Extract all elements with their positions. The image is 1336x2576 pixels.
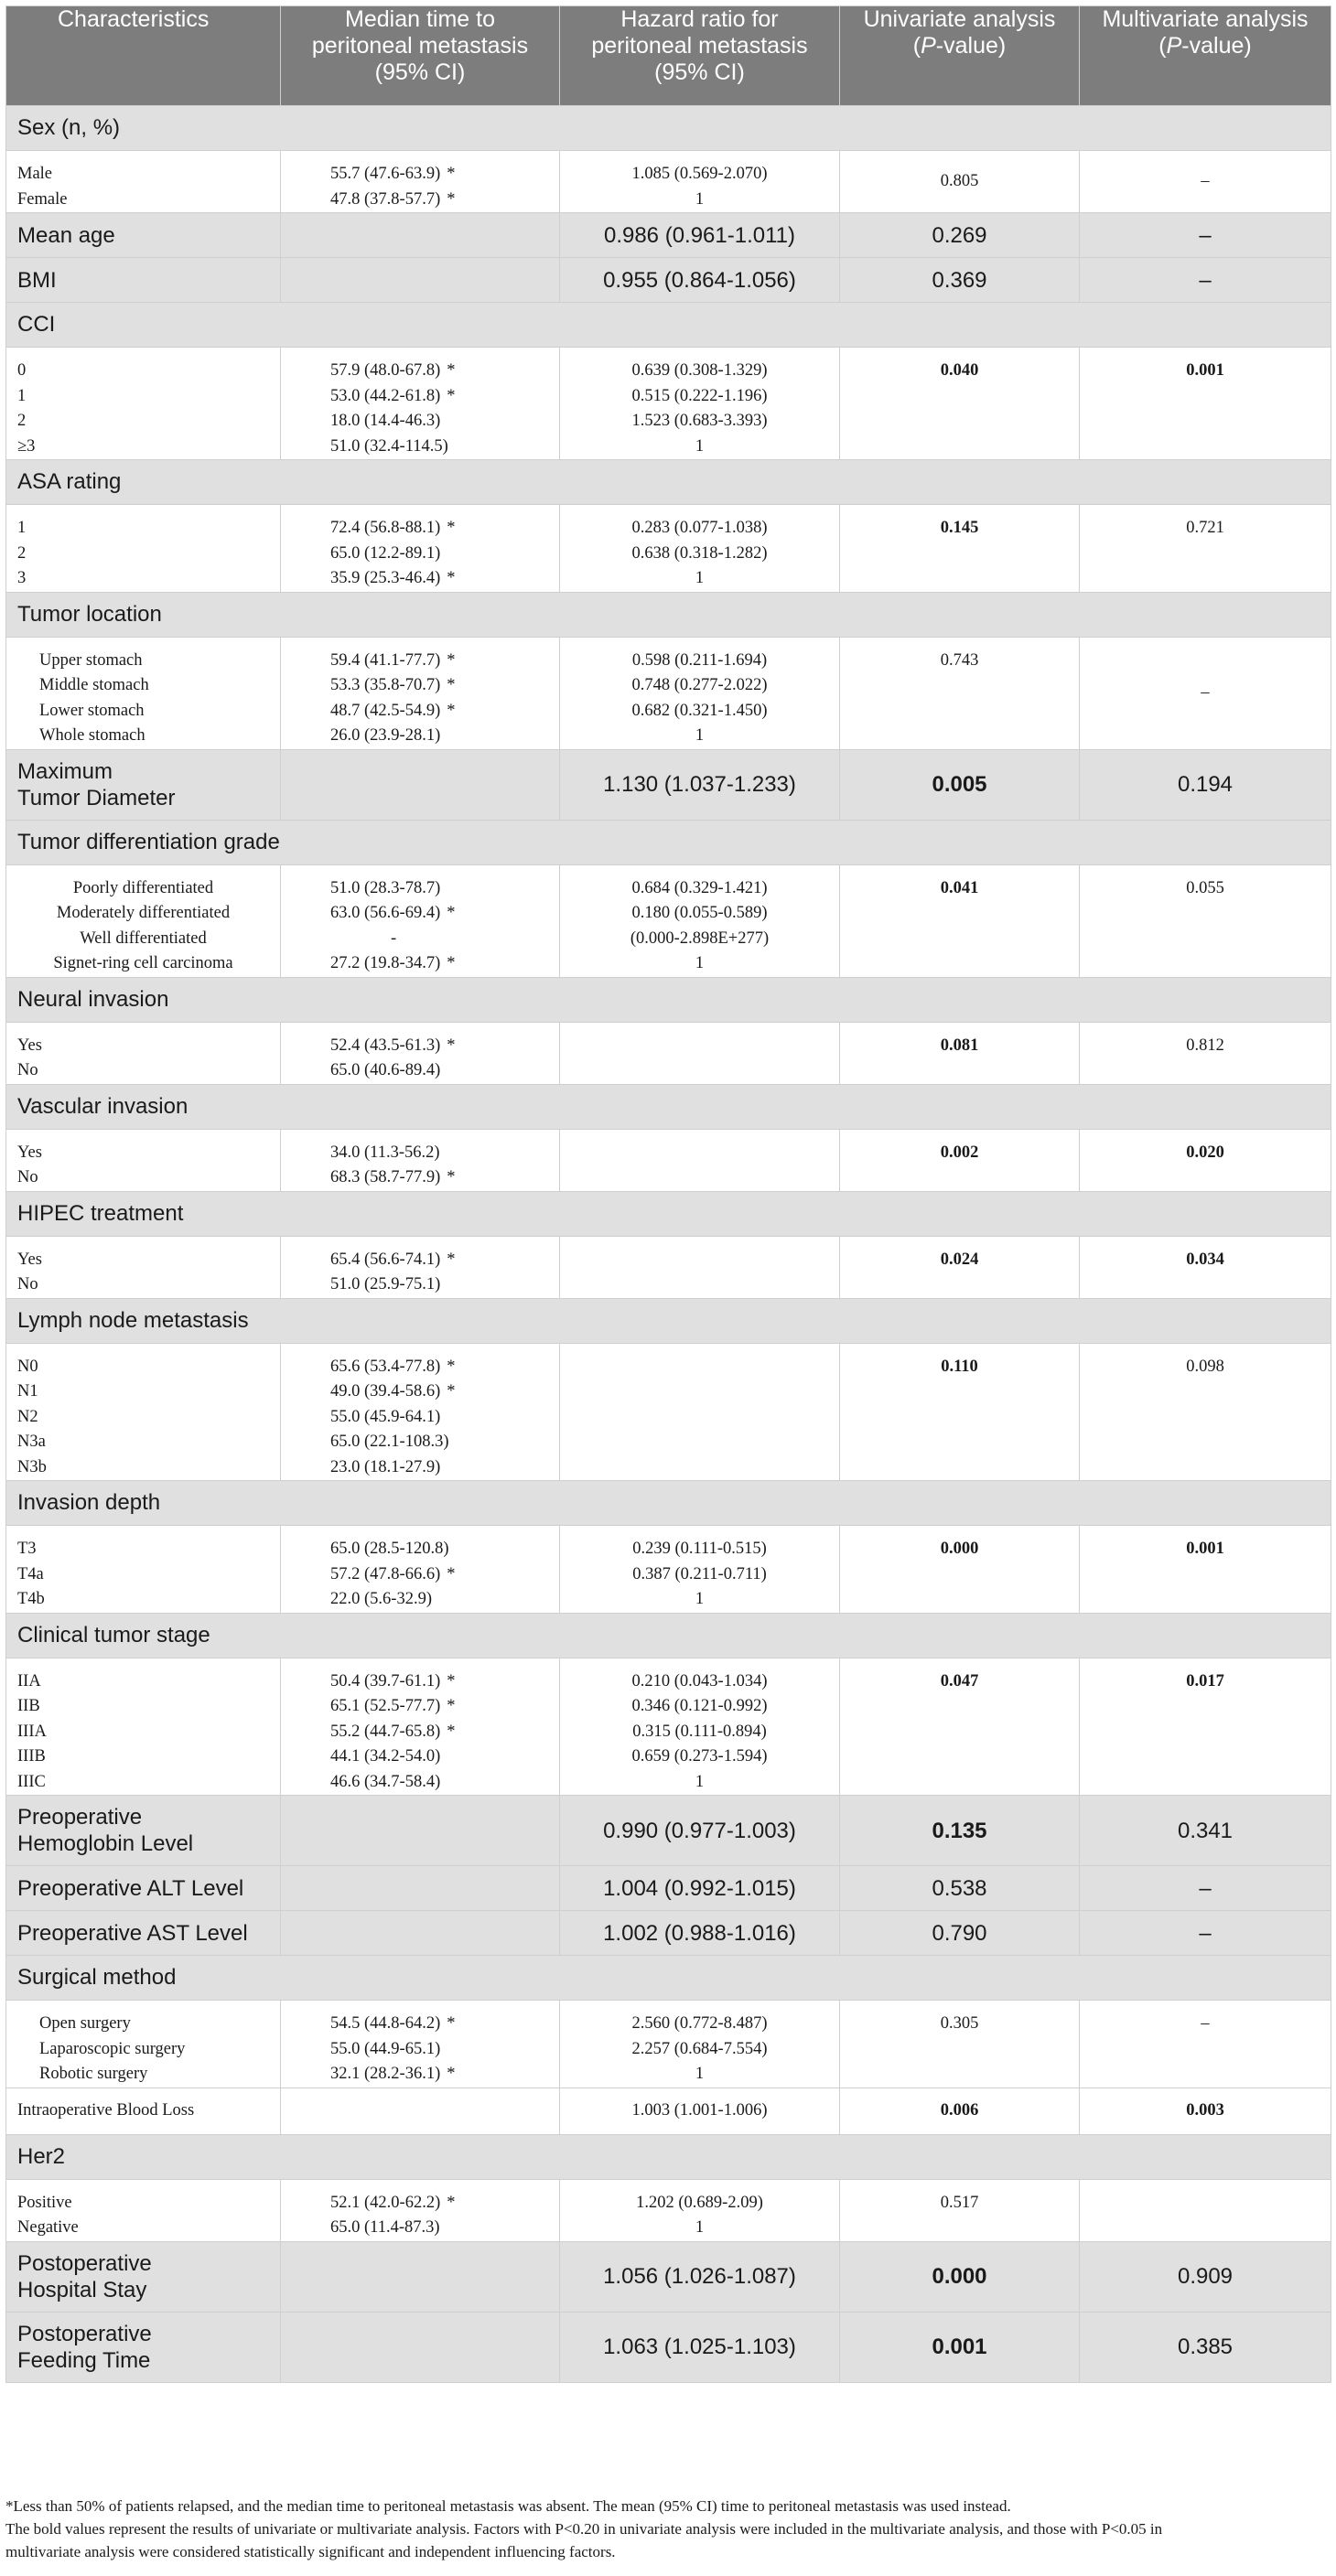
section-sex: Sex (n, %) [6,106,1331,151]
header-median-time: Median time to peritoneal metastasis (95% CI) [281,6,560,106]
header-characteristics: Characteristics [6,6,281,106]
group-invasion-depth: T3 T4a T4b 65.0 (28.5-120.8) 57.2 (47.8-66.6) * 22.0 (5.6-32.9) 0.239 (0.111-0.515) 0.387 (0.211-0.711) 1 0.000 0.001 [6,1526,1331,1614]
group-cci: 0 1 2 ≥3 57.9 (48.0-67.8) * 53.0 (44.2-61.8) * 18.0 (14.4-46.3) 51.0 (32.4-114.5) 0.639 (0.308-1.329) 0.515 (0.222-1.196) 1.523 (0.683-3.393) 1 0.040 0.001 [6,348,1331,460]
footnote-bold-values: The bold values represent the results of univariate or multivariate analysis. Factors with P<0.20 in univariate analysis were included in the multivariate analysis, and those with P<0.05 in [5,2520,1163,2538]
row-bmi: BMI 0.955 (0.864-1.056) 0.369 – [6,258,1331,303]
group-lymph-node-metastasis: N0 N1 N2 N3a N3b 65.6 (53.4-77.8) * 49.0 (39.4-58.6) * 55.0 (45.9-64.1) 65.0 (22.1-108.3) 23.0 (18.1-27.9) 0.110 0.098 [6,1343,1331,1481]
header-row [6,6,1331,106]
row-intraoperative-blood-loss: Intraoperative Blood Loss 1.003 (1.001-1.006) 0.006 0.003 [6,2088,1331,2134]
row-mean-age: Mean age 0.986 (0.961-1.011) 0.269 – [6,213,1331,258]
group-vascular-invasion: Yes No 34.0 (11.3-56.2) 68.3 (58.7-77.9) * 0.002 0.020 [6,1129,1331,1191]
section-differentiation-grade: Tumor differentiation grade [6,820,1331,864]
section-her2: Her2 [6,2134,1331,2179]
group-differentiation-grade: Poorly differentiated Moderately differentiated Well differentiated Signet-ring cell carcinoma 51.0 (28.3-78.7) 63.0 (56.6-69.4) * - 27.2 (19.8-34.7) * 0.684 (0.329-1.421) 0.180 (0.055-0.589) (0.000-2.898E+277) 1 0.041 0.055 [6,864,1331,977]
group-asa-rating: 1 2 3 72.4 (56.8-88.1) * 65.0 (12.2-89.1) 35.9 (25.3-46.4) * 0.283 (0.077-1.038) 0.638 (0.318-1.282) 1 0.145 0.721 [6,505,1331,593]
row-max-tumor-diameter: Maximum Tumor Diameter 1.130 (1.037-1.233) 0.005 0.194 [6,749,1331,820]
footnote-significance: multivariate analysis were considered statistically significant and independent influencing factors. [5,2543,616,2560]
table-footnotes [5,2495,1331,2563]
group-neural-invasion: Yes No 52.4 (43.5-61.3) * 65.0 (40.6-89.4) 0.081 0.812 [6,1022,1331,1084]
section-asa-rating: ASA rating [6,460,1331,505]
row-postoperative-hospital-stay: Postoperative Hospital Stay 1.056 (1.026-1.087) 0.000 0.909 [6,2241,1331,2312]
group-surgical-method: Open surgery Laparoscopic surgery Robotic surgery 54.5 (44.8-64.2) * 55.0 (44.9-65.1) 32.1 (28.2-36.1) * 2.560 (0.772-8.487) 2.257 (0.684-7.554) 1 0.305 – [6,2001,1331,2088]
section-clinical-tumor-stage: Clinical tumor stage [6,1613,1331,1658]
footnote-asterisk: *Less than 50% of patients relapsed, and the median time to peritoneal metastasis was absent. The mean (95% CI) time to peritoneal metastasis was used instead. [5,2497,1011,2515]
group-tumor-location: Upper stomach Middle stomach Lower stomach Whole stomach 59.4 (41.1-77.7) * 53.3 (35.8-70.7) * 48.7 (42.5-54.9) * 26.0 (23.9-28.1) 0.598 (0.211-1.694) 0.748 (0.277-2.022) 0.682 (0.321-1.450) 1 0.743 – [6,637,1331,749]
section-vascular-invasion: Vascular invasion [6,1084,1331,1129]
group-clinical-tumor-stage: IIA IIB IIIA IIIB IIIC 50.4 (39.7-61.1) * 65.1 (52.5-77.7) * 55.2 (44.7-65.8) * 44.1 (34.2-54.0) 46.6 (34.7-58.4) 0.210 (0.043-1.034) 0.346 (0.121-0.992) 0.315 (0.111-0.894) 0.659 (0.273-1.594) 1 0.047 0.017 [6,1658,1331,1796]
cox-regression-table [5,5,1331,2383]
row-preoperative-alt: Preoperative ALT Level 1.004 (0.992-1.015) 0.538 – [6,1866,1331,1911]
section-neural-invasion: Neural invasion [6,977,1331,1022]
row-preoperative-ast: Preoperative AST Level 1.002 (0.988-1.016) 0.790 – [6,1911,1331,1956]
section-invasion-depth: Invasion depth [6,1481,1331,1526]
section-surgical-method: Surgical method [6,1956,1331,2001]
row-postoperative-feeding-time: Postoperative Feeding Time 1.063 (1.025-1.103) 0.001 0.385 [6,2312,1331,2382]
row-preoperative-hemoglobin: Preoperative Hemoglobin Level 0.990 (0.977-1.003) 0.135 0.341 [6,1796,1331,1866]
section-hipec-treatment: HIPEC treatment [6,1191,1331,1236]
header-multivariate: Multivariate analysis (P-value) [1080,6,1331,106]
header-univariate: Univariate analysis (P-value) [840,6,1080,106]
group-hipec-treatment: Yes No 65.4 (56.6-74.1) * 51.0 (25.9-75.1) 0.024 0.034 [6,1236,1331,1298]
section-cci: CCI [6,303,1331,348]
group-her2: Positive Negative 52.1 (42.0-62.2) * 65.0 (11.4-87.3) 1.202 (0.689-2.09) 1 0.517 [6,2179,1331,2241]
section-tumor-location: Tumor location [6,592,1331,637]
section-lymph-node-metastasis: Lymph node metastasis [6,1298,1331,1343]
group-sex: Male Female 55.7 (47.6-63.9) * 47.8 (37.8-57.7) * 1.085 (0.569-2.070) 1 0.805 – [6,151,1331,213]
header-hazard-ratio: Hazard ratio for peritoneal metastasis (95% CI) [560,6,840,106]
